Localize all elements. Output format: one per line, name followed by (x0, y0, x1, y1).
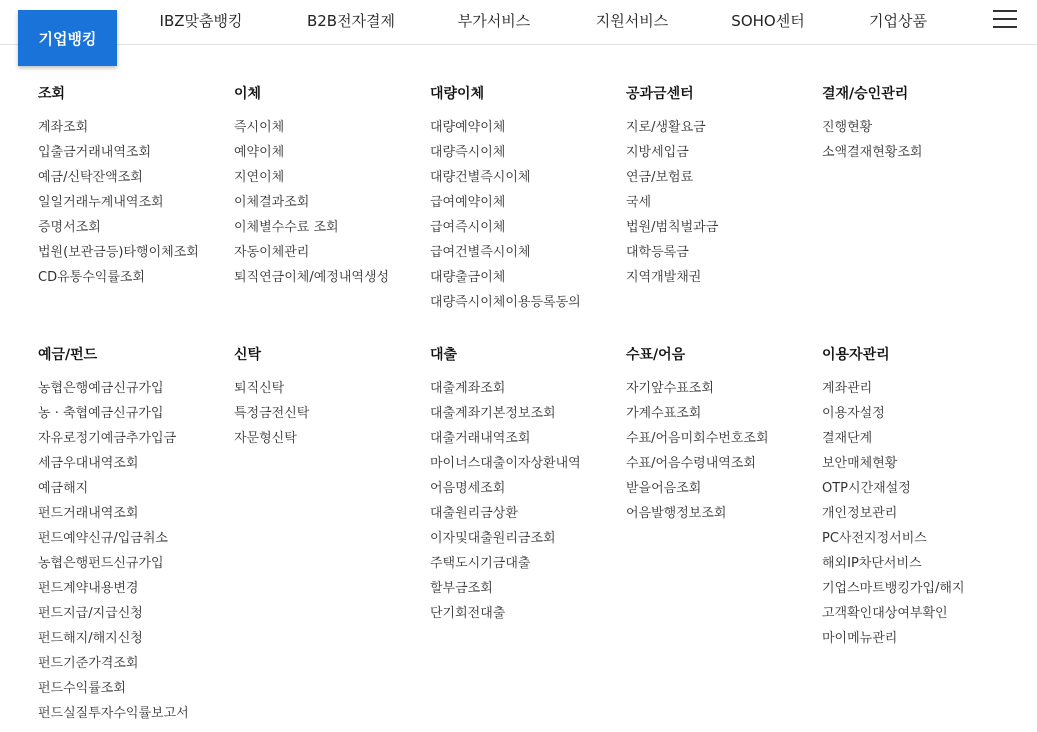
menu-link[interactable]: 고객확인대상여부확인 (822, 606, 948, 621)
menu-link[interactable]: 이자및대출원리금조회 (430, 531, 556, 546)
section-title: 신탁 (234, 347, 262, 363)
section-item-list (430, 115, 581, 315)
menu-link[interactable]: 진행현황 (822, 120, 873, 135)
menu-link[interactable]: 펀드지급/지급신청 (38, 606, 143, 621)
menu-link[interactable]: PC사전지정서비스 (822, 531, 927, 546)
menu-section-utility-center (626, 84, 718, 290)
menu-link[interactable]: 단기회전대출 (430, 606, 506, 621)
menu-link[interactable]: 대출계좌조회 (430, 381, 506, 396)
menu-link[interactable]: 농 · 축협예금신규가입 (38, 406, 164, 421)
menu-link[interactable]: 개인정보관리 (822, 506, 898, 521)
menu-link[interactable]: 대출거래내역조회 (430, 431, 531, 446)
nav-support-services[interactable]: 지원서비스 (595, 12, 669, 30)
section-item-list (38, 115, 199, 290)
section-title: 이체 (234, 86, 262, 102)
menu-link[interactable]: 대량예약이체 (430, 120, 506, 135)
hamburger-line (993, 26, 1017, 28)
menu-section-deposit-fund (38, 345, 189, 726)
menu-link[interactable]: 자기앞수표조회 (626, 381, 714, 396)
menu-link[interactable]: 자동이체관리 (234, 245, 310, 260)
menu-link[interactable]: 퇴직연금이체/예정내역생성 (234, 270, 390, 285)
menu-link[interactable]: 할부금조회 (430, 581, 493, 596)
menu-link[interactable]: 지연이체 (234, 170, 285, 185)
menu-link[interactable]: 펀드계약내용변경 (38, 581, 139, 596)
menu-link[interactable]: CD유통수익률조회 (38, 270, 145, 285)
menu-section-trust (234, 345, 309, 451)
menu-link[interactable]: 입출금거래내역조회 (38, 145, 152, 160)
corporate-banking-tab[interactable]: 기업뱅킹 (18, 10, 117, 66)
menu-section-loan (430, 345, 581, 626)
menu-link[interactable]: 국세 (626, 195, 652, 210)
menu-link[interactable]: 특정금전신탁 (234, 406, 310, 421)
menu-link[interactable]: 주택도시기금대출 (430, 556, 531, 571)
menu-link[interactable]: 보안매체현황 (822, 456, 898, 471)
section-item-list (822, 376, 965, 651)
menu-link[interactable]: 기업스마트뱅킹가입/해지 (822, 581, 965, 596)
section-item-list (38, 376, 189, 726)
menu-link[interactable]: 계좌조회 (38, 120, 89, 135)
menu-link[interactable]: 대학등록금 (626, 245, 689, 260)
menu-link[interactable]: 펀드예약신규/입금취소 (38, 531, 168, 546)
section-item-list (822, 115, 922, 165)
section-title: 수표/어음 (626, 347, 686, 363)
hamburger-line (993, 18, 1017, 20)
nav-ibz-custom-banking[interactable]: IBZ맞춤뱅킹 (159, 12, 243, 30)
section-title: 이용자관리 (822, 347, 890, 363)
menu-section-user-management (822, 345, 965, 651)
menu-link[interactable]: 대량출금이체 (430, 270, 506, 285)
menu-link[interactable]: 펀드해지/해지신청 (38, 631, 143, 646)
section-title: 대출 (430, 347, 458, 363)
menu-link[interactable]: 이체별수수료 조회 (234, 220, 339, 235)
menu-link[interactable]: 지방세입금 (626, 145, 689, 160)
section-title: 조회 (38, 86, 66, 102)
menu-link[interactable]: 마이너스대출이자상환내역 (430, 456, 581, 471)
section-item-list (430, 376, 581, 626)
menu-link[interactable]: 대량건별즉시이체 (430, 170, 531, 185)
menu-link[interactable]: 수표/어음미회수번호조회 (626, 431, 769, 446)
menu-section-transfer (234, 84, 389, 290)
section-item-list (626, 115, 718, 290)
menu-link[interactable]: OTP시간재설정 (822, 481, 911, 496)
section-title: 대량이체 (430, 86, 485, 102)
nav-soho-center[interactable]: SOHO센터 (731, 12, 805, 30)
menu-link[interactable]: 결재단계 (822, 431, 873, 446)
menu-link[interactable]: 지역개발채권 (626, 270, 702, 285)
section-item-list (234, 376, 309, 451)
menu-link[interactable]: 대출계좌기본정보조회 (430, 406, 556, 421)
menu-link[interactable]: 예금/신탁잔액조회 (38, 170, 143, 185)
menu-section-inquiry (38, 84, 199, 290)
menu-link[interactable]: 농협은행펀드신규가입 (38, 556, 164, 571)
menu-link[interactable]: 마이메뉴관리 (822, 631, 898, 646)
menu-link[interactable]: 예금해지 (38, 481, 89, 496)
nav-b2b-payment[interactable]: B2B전자결제 (306, 12, 396, 30)
menu-link[interactable]: 자유로정기예금추가입금 (38, 431, 177, 446)
menu-link[interactable]: 지로/생활요금 (626, 120, 706, 135)
menu-link[interactable]: 대량즉시이체 (430, 145, 506, 160)
menu-link[interactable]: 퇴직신탁 (234, 381, 285, 396)
menu-link[interactable]: 즉시이체 (234, 120, 285, 135)
menu-link[interactable]: 대량즉시이체이용등록동의 (430, 295, 581, 310)
menu-link[interactable]: 연금/보험료 (626, 170, 694, 185)
menu-link[interactable]: 급여예약이체 (430, 195, 506, 210)
menu-link[interactable]: 일일거래누계내역조회 (38, 195, 164, 210)
menu-section-bulk-transfer (430, 84, 581, 315)
menu-link[interactable]: 법원/범칙벌과금 (626, 220, 719, 235)
menu-link[interactable]: 소액결재현황조회 (822, 145, 923, 160)
menu-link[interactable]: 펀드실질투자수익률보고서 (38, 706, 189, 721)
menu-link[interactable]: 펀드수익률조회 (38, 681, 126, 696)
hamburger-line (993, 10, 1017, 12)
menu-link[interactable]: 법원(보관금등)타행이체조회 (38, 245, 199, 260)
menu-link[interactable]: 예약이체 (234, 145, 285, 160)
menu-link[interactable]: 계좌관리 (822, 381, 873, 396)
menu-link[interactable]: 가계수표조회 (626, 406, 702, 421)
nav-additional-services[interactable]: 부가서비스 (457, 12, 531, 30)
menu-link[interactable]: 펀드거래내역조회 (38, 506, 139, 521)
menu-link[interactable]: 어음발행정보조회 (626, 506, 727, 521)
menu-link[interactable]: 수표/어음수령내역조회 (626, 456, 756, 471)
menu-link[interactable]: 펀드기준가격조회 (38, 656, 139, 671)
menu-link[interactable]: 대출원리금상환 (430, 506, 518, 521)
menu-section-approval (822, 84, 922, 165)
nav-corporate-products[interactable]: 기업상품 (869, 12, 927, 30)
menu-link[interactable]: 이용자설정 (822, 406, 885, 421)
menu-section-check-bill (626, 345, 769, 526)
section-title: 공과금센터 (626, 86, 694, 102)
menu-link[interactable]: 세금우대내역조회 (38, 456, 139, 471)
section-item-list (626, 376, 769, 526)
menu-link[interactable]: 이체결과조회 (234, 195, 310, 210)
menu-link[interactable]: 급여즉시이체 (430, 220, 506, 235)
menu-link[interactable]: 해외IP차단서비스 (822, 556, 922, 571)
section-title: 결재/승인관리 (822, 86, 909, 102)
section-title: 예금/펀드 (38, 347, 98, 363)
menu-link[interactable]: 자문형신탁 (234, 431, 297, 446)
menu-link[interactable]: 증명서조회 (38, 220, 101, 235)
top-navigation-bar (0, 0, 1037, 48)
hamburger-menu-icon[interactable] (993, 10, 1017, 30)
menu-link[interactable]: 농협은행예금신규가입 (38, 381, 164, 396)
menu-link[interactable]: 받을어음조회 (626, 481, 702, 496)
menu-link[interactable]: 급여건별즉시이체 (430, 245, 531, 260)
section-item-list (234, 115, 389, 290)
menu-link[interactable]: 어음명세조회 (430, 481, 506, 496)
